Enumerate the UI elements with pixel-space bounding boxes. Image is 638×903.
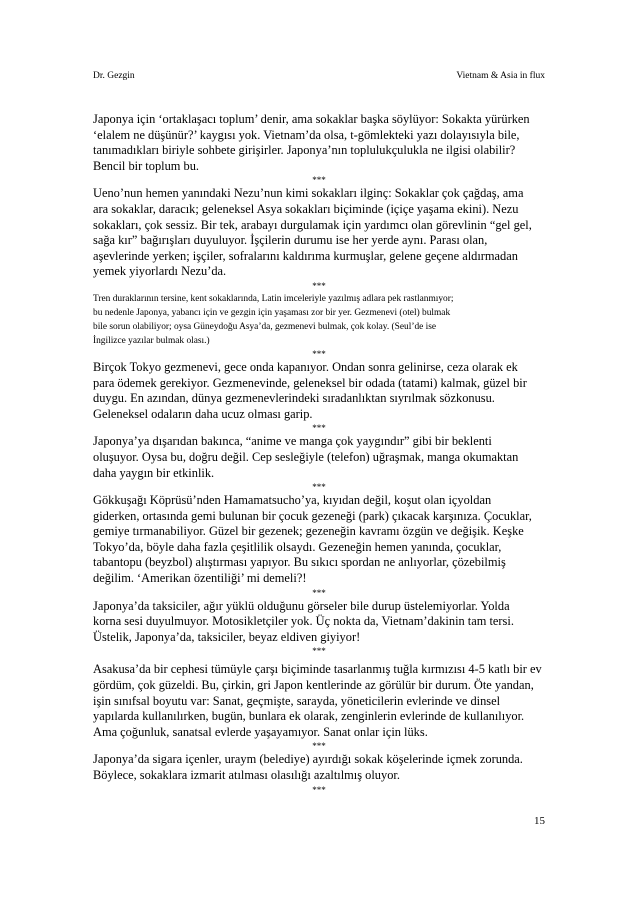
text-line: ‘elalem ne düşünür?’ kaygısı yok. Vietnam’da olsa, t-gömlekteki yazı dolayısıyla bile, (93, 127, 520, 142)
paragraph (93, 752, 545, 783)
text-line: gördüm, çok güzeldi. Bu, çirkin, gri Japon kentlerinde az görülür bir durum. Öte yandan, (93, 678, 534, 693)
section-separator: *** (312, 646, 326, 657)
text-line: İngilizce yazılar bulmak olası.) (93, 335, 210, 346)
text-line: Asakusa’da bir cephesi tümüyle çarşı biçiminde tasarlanmış tuğla kırmızısı 4-5 katlı bir ev (93, 662, 542, 677)
text-line: değilim. ‘Amerikan özentiliği’ mi demeli?! (93, 571, 307, 586)
text-line: Birçok Tokyo gezmenevi, gece onda kapanıyor. Ondan sonra gelinirse, ceza olarak ek (93, 359, 518, 374)
text-line: yemek yiyorlardı Nezu’da. (93, 264, 227, 279)
section-separator: *** (312, 280, 326, 291)
text-line: giderken, ortasında gemi bulunan bir çocuk gezeneği (park) çıkacak karşınıza. Çocuklar, (93, 508, 532, 523)
paragraph (93, 662, 545, 740)
section-separator: *** (312, 741, 326, 752)
text-line: işin sınıfsal boyutu var: Sanat, geçmişte, sarayda, yöneticilerin evlerinde ve dinsel (93, 693, 501, 708)
text-line: tanımadıkları biriyle sohbete girişirler. Japonya’nın toplulukçulukla ne ilgisi olabilir? (93, 143, 516, 158)
text-line: Gökkuşağı Köprüsü’nden Hamamatsucho’ya, kıyıdan değil, koşut olan içyoldan (93, 493, 492, 508)
section-separator: *** (312, 175, 326, 186)
text-line: korna sesi duyulmuyor. Motosikletçiler yok. Üç nokta da, Vietnam’dakinin tam tersi. (93, 614, 514, 629)
text-line: duygu. En azından, dünya gezmenevlerindeki sıradanlıktan sıyrılmak sözkonusu. (93, 391, 495, 406)
header-title: Vietnam & Asia in flux (456, 71, 545, 81)
text-line: ara sokaklar, daracık; geleneksel Asya sokakları biçiminde (içiçe yaşama ekini). Nezu (93, 201, 519, 216)
text-line: tabantopu (beyzbol) alıştırması yapıyor. Bu sıkıcı spordan ne anlıyorlar, çözebilmiş (93, 555, 506, 570)
text-line: Ueno’nun hemen yanındaki Nezu’nun kimi sokakları ilginç: Sokaklar çok çağdaş, ama (93, 186, 524, 201)
text-line: Japonya’da sigara içenler, uraym (belediye) ayırdığı sokak köşelerinde içmek zorunda. (93, 752, 523, 767)
text-line: Geleneksel odaların daha ucuz olması garip. (93, 406, 313, 421)
text-line: aşevlerinde yerken; işçiler, sofralarını kaldırıma kurmuşlar, gelene geçene aldırmadan (93, 248, 518, 263)
text-line: yapılarda kullanılırken, bugün, bunlara ek olarak, zenginlerin evlerinde de kullanılıyor. (93, 709, 525, 724)
header-author: Dr. Gezgin (93, 71, 135, 81)
text-line: Japonya’da taksiciler, ağır yüklü olduğunu görseler bile durup üstelemiyorlar. Yolda (93, 598, 510, 613)
section-separator: *** (312, 423, 326, 434)
text-line: sokakları, çok sessiz. Bir tek, arabayı durgulamak için yardımcı olan görevlinin “gel gel, (93, 217, 532, 232)
text-line: Tokyo’da, böyle daha fazla çeşitlilik olsaydı. Gezeneğin hemen yanında, çocuklar, (93, 539, 502, 554)
text-line: para ödemek gerekiyor. Gezmenevinde, geleneksel bir odada (tatami) kalmak, güzel bir (93, 375, 527, 390)
paragraph (93, 186, 545, 280)
text-line: oluşuyor. Oysa bu, doğru değil. Cep sesleğiyle (telefon) uğraşmak, manga okumaktan (93, 449, 519, 464)
text-line: daha yaygın bir etkinlik. (93, 465, 215, 480)
text-line: Ama çoğunluk, sanatsal evlerde yaşayamıyor. Sanat onlar için lüks. (93, 724, 428, 739)
text-line: bu nedenle Japonya, yabancı için ve gezgin için yaşaması zor bir yer. Gezmenevi (otel) bulmak (93, 307, 451, 318)
text-line: Japonya için ‘ortaklaşacı toplum’ denir, ama sokaklar başka söylüyor: Sokakta yürürken (93, 112, 530, 126)
section-separator: *** (312, 348, 326, 359)
text-line: Üstelik, Japonya’da, taksiciler, beyaz eldiven giyiyor! (93, 629, 361, 644)
text-line: Japonya’ya dışarıdan bakınca, “anime ve manga çok yaygındır” gibi bir beklenti (93, 434, 492, 449)
text-line: sağa kır” bağırışları duyuluyor. İşçilerin durumu ise her yerde aynı. Parası olan, (93, 233, 488, 248)
text-line: Böylece, sokaklara izmarit atılması olasılığı azaltılmış oluyor. (93, 768, 400, 782)
paragraph (93, 493, 545, 587)
paragraph (93, 434, 545, 481)
paragraph (93, 599, 545, 646)
page-body (93, 112, 545, 796)
section-separator: *** (312, 482, 326, 493)
text-line: Bencil bir toplum bu. (93, 158, 199, 173)
paragraph-small (93, 292, 545, 348)
text-line: Tren duraklarının tersine, kent sokaklarında, Latin imceleriyle yazılmış adlara pek rastlanmıyor; (93, 293, 454, 304)
paragraph (93, 112, 545, 174)
section-separator: *** (312, 784, 326, 795)
text-line: bile sorun olabiliyor; oysa Güneydoğu Asya’da, gezmenevi bulmak, çok kolay. (Seul’de ise (93, 321, 437, 332)
section-separator: *** (312, 587, 326, 598)
page-number: 15 (534, 815, 545, 827)
text-line: gemiye tırmanabiliyor. Güzel bir gezenek; gezeneğin kavramı özgün ve değişik. Keşke (93, 524, 524, 539)
paragraph (93, 360, 545, 422)
